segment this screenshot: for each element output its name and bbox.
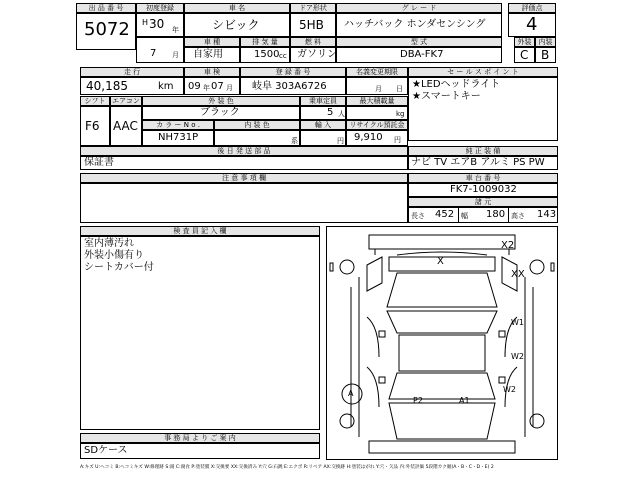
capacity-unit: 人 xyxy=(338,110,345,118)
mark-w2-lower: W2 xyxy=(503,385,516,394)
model-code-value: DBA-FK7 xyxy=(400,49,444,60)
lot-no-header-label: 出 品 番 号 xyxy=(88,4,124,12)
lot-no-value: 5072 xyxy=(84,19,130,40)
inspection-year-unit: 年 xyxy=(203,84,210,92)
displacement-value: 1500 xyxy=(254,49,280,60)
ext-color-header-label: 外 装 色 xyxy=(208,97,234,105)
fuel-header-label: 燃 料 xyxy=(304,38,322,46)
length-label: 長さ xyxy=(411,212,425,220)
accessories-header-label: 後 日 発 送 部 品 xyxy=(217,147,271,155)
inspector-header-label: 検 査 員 記 入 欄 xyxy=(173,227,227,235)
recycle-header-label: リサイクル預託金 xyxy=(349,121,405,129)
max-load-unit: kg xyxy=(396,110,405,118)
mark-w1: W1 xyxy=(511,318,524,327)
ext-color-value: ブラック xyxy=(200,107,240,118)
recycle-unit: 円 xyxy=(394,136,401,144)
displacement-unit: cc xyxy=(279,52,287,60)
inspector-note-2: 外装小傷有り xyxy=(84,250,144,261)
width-label: 幅 xyxy=(461,212,468,220)
mark-p2: P2 xyxy=(413,396,423,405)
chassis-value: FK7-1009032 xyxy=(450,184,517,195)
displacement-header-label: 排 気 量 xyxy=(252,38,278,46)
first-reg-month-unit: 月 xyxy=(172,51,179,59)
sales-point-2: ★スマートキー xyxy=(412,91,481,102)
int-color-cell xyxy=(214,130,300,146)
score-value: 4 xyxy=(526,14,538,35)
ext-grade-header-label: 外装 xyxy=(517,38,532,46)
model-code-header-label: 型 式 xyxy=(410,38,428,46)
damage-diagram xyxy=(326,226,558,460)
aircon-value: AAC xyxy=(113,119,138,133)
sales-point-1: ★LEDヘッドライト xyxy=(412,79,501,90)
capacity-header-label: 乗車定員 xyxy=(309,97,337,105)
aircon-header-label: エアコン xyxy=(112,97,140,105)
inspection-year: 09 xyxy=(188,81,201,92)
import-yen: 円 xyxy=(337,137,344,145)
width-value: 180 xyxy=(486,209,506,220)
first-reg-year: 30 xyxy=(149,17,165,31)
plate-value: 岐阜 303A6726 xyxy=(252,81,327,92)
recycle-value: 9,910 xyxy=(354,132,383,143)
color-no-header-label: カ ラ ー N o . xyxy=(156,121,200,129)
deadline-month: 月 xyxy=(375,85,382,93)
mileage-header-label: 走 行 xyxy=(123,68,141,76)
door-type-value: 5HB xyxy=(299,18,324,32)
shift-header-label: シフト xyxy=(84,97,106,105)
int-grade-header-label: 内装 xyxy=(538,38,553,46)
accessories-cell xyxy=(80,156,408,170)
first-reg-year-unit: 年 xyxy=(172,26,179,34)
dimensions-cell xyxy=(408,207,558,223)
equipment-value: ナビ TV エアB アルミ PS PW xyxy=(411,157,545,168)
mark-w2-upper: W2 xyxy=(511,352,524,361)
accessories-value: 保証書 xyxy=(84,157,114,168)
max-load-header-label: 最大積載量 xyxy=(359,97,395,105)
car-name-header-label: 車 名 xyxy=(228,4,246,12)
height-label: 高さ xyxy=(511,212,525,220)
inspection-month-unit: 月 xyxy=(226,84,233,92)
vehicle-type-value: 自家用 xyxy=(193,49,223,60)
notes-header-label: 注 意 事 項 欄 xyxy=(222,174,266,182)
grade-value: ハッチバック ホンダセンシング xyxy=(344,19,486,30)
equipment-header-label: 純 正 装 備 xyxy=(465,147,501,155)
inspection-header-label: 車 検 xyxy=(203,68,221,76)
chassis-header-label: 車 台 番 号 xyxy=(465,174,501,182)
ext-grade-value: C xyxy=(520,48,529,62)
dimensions-header-label: 諸 元 xyxy=(474,198,492,206)
shift-value: F6 xyxy=(85,119,100,133)
score-header-label: 評価点 xyxy=(521,4,543,12)
office-value: SDケース xyxy=(84,445,128,456)
footer-legend: A:キズ U:ヘコミ B:ヘコミキズ W:修理跡 S:錆 C:腐食 P:塗装膜 X:交換要 XX:交換済み Y:穴 G:石跳 E:エクボ R:リペア AX:交換跡 H:塗装はがれ Y:穴・欠品 内:外装評価 5段階カク順(A・B・C・D・E) 2 xyxy=(80,465,494,470)
door-type-header-label: ドア形状 xyxy=(299,4,327,12)
length-value: 452 xyxy=(435,209,455,220)
capacity-value: 5 xyxy=(327,107,334,118)
mark-x2: X2 xyxy=(501,240,515,251)
deadline-day: 日 xyxy=(396,85,403,93)
sales-points-header-label: セ ー ル ス ポ イ ン ト xyxy=(447,68,519,76)
height-value: 143 xyxy=(537,209,557,220)
vehicle-type-header-label: 車 種 xyxy=(203,38,221,46)
plate-header-label: 登 録 番 号 xyxy=(275,68,311,76)
mark-a1: A1 xyxy=(459,396,470,405)
first-reg-month-cell xyxy=(136,37,184,63)
color-no-value: NH731P xyxy=(158,132,199,143)
fuel-value: ガソリン xyxy=(297,49,337,60)
inspector-note-3: シートカバー付 xyxy=(84,262,154,273)
notes-cell xyxy=(80,183,408,223)
mileage-unit: km xyxy=(158,81,174,92)
int-color-header-label: 内 装 色 xyxy=(244,121,270,129)
deadline-header-label: 名義変更期限 xyxy=(356,68,398,76)
first-reg-month: 7 xyxy=(150,48,157,59)
era-mark: H xyxy=(142,18,149,27)
int-color-unit: 系 xyxy=(291,137,298,145)
mark-xx: XX xyxy=(511,269,525,280)
grade-header-label: グ レ ー ド xyxy=(401,4,437,12)
mileage-value: 40,185 xyxy=(86,79,128,93)
office-header-label: 事 務 局 よ り ご 案 内 xyxy=(164,434,236,442)
mark-a-left: A xyxy=(348,389,354,398)
import-header-label: 輸 入 xyxy=(314,121,332,129)
inspector-note-1: 室内薄汚れ xyxy=(84,238,134,249)
car-name-value: シビック xyxy=(212,18,260,32)
int-grade-value: B xyxy=(541,48,550,62)
inspection-month: 07 xyxy=(211,81,224,92)
mark-x: X xyxy=(437,256,444,267)
first-reg-header-label: 初度登録 xyxy=(146,4,174,12)
